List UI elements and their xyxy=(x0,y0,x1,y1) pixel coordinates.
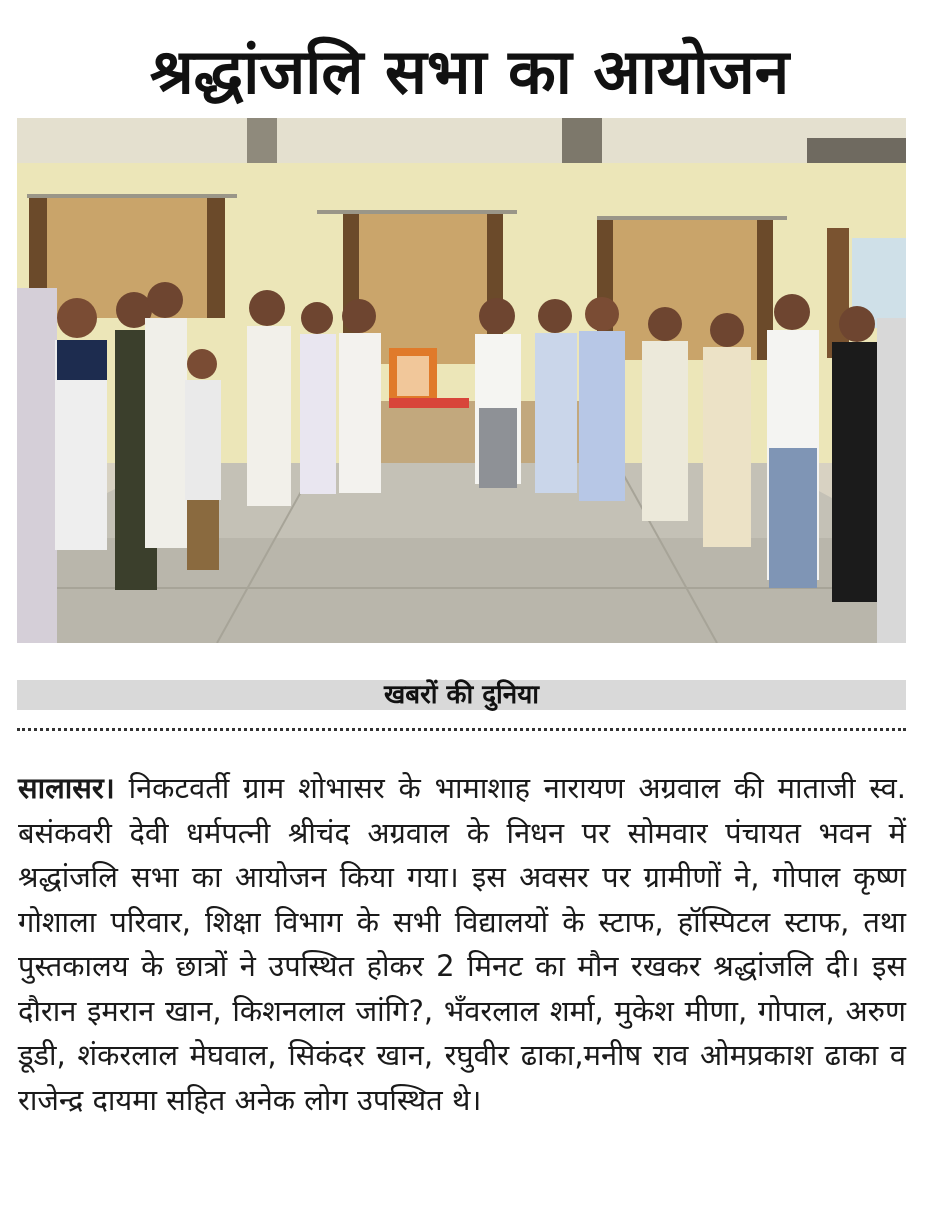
dotted-divider xyxy=(17,728,906,731)
article-body xyxy=(18,766,906,1122)
section-label: खबरों की दुनिया xyxy=(383,680,540,710)
headline: श्रद्धांजलि सभा का आयोजन xyxy=(149,35,790,108)
article-dateline: सालासर। xyxy=(18,771,115,805)
news-photo-illustration xyxy=(17,118,906,643)
news-photo xyxy=(17,118,906,643)
article-text: निकटवर्ती ग्राम शोभासर के भामाशाह नारायण अग्रवाल की माताजी स्व. बसंकवरी देवी धर्मपत्नी श्रीचंद अग्रवाल के निधन पर सोमवार पंचायत भवन में श्रद्धांजलि सभा का आयोजन किया गया। इस अवसर पर ग्रामीणों ने, गोपाल कृष्ण गोशाला परिवार, शिक्षा विभाग के सभी विद्यालयों के स्टाफ, हॉस्पिटल स्टाफ, तथा पुस्तकालय के छात्रों ने उपस्थित होकर 2 मिनट का मौन रखकर श्रद्धांजलि दी। इस दौरान इमरान खान, किशनलाल जांगि?, भँवरलाल शर्मा, मुकेश मीणा, गोपाल, अरुण डूडी, शंकरलाल मेघवाल, सिकंदर खान, रघुवीर ढाका,मनीष राव ओमप्रकाश ढाका व राजेन्द्र दायमा सहित अनेक लोग उपस्थित थे। xyxy=(18,771,907,1117)
section-band xyxy=(17,680,906,710)
